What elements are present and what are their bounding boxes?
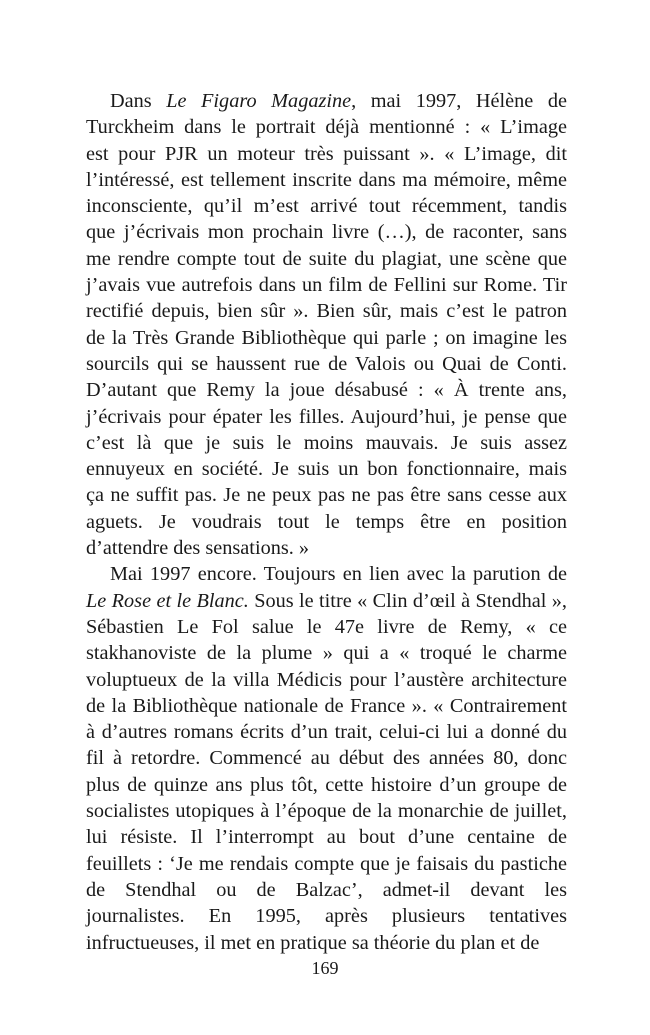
text-line: [86, 745, 567, 771]
text-run: c’est là que je suis le moins mauvais. Je suis assez: [86, 431, 567, 454]
text-run: Mai 1997 encore. Toujours en lien avec la parution de: [110, 563, 567, 586]
text-run: feuillets : ‘Je me rendais compte que je faisais du pastiche: [86, 852, 567, 875]
text-line: [86, 719, 567, 745]
text-line: [86, 851, 567, 877]
text-line: [86, 404, 567, 430]
text-run: sourcils qui se haussent rue de Valois ou Quai de Conti.: [86, 352, 567, 375]
text-line: [86, 114, 567, 140]
text-run: infructueuses, il met en pratique sa théorie du plan et de: [86, 931, 540, 954]
body-text: [86, 88, 567, 956]
text-run: lui résiste. Il l’interrompt au bout d’une centaine de: [86, 826, 567, 849]
page-number: 169: [311, 958, 339, 978]
text-line: [86, 772, 567, 798]
text-line: [86, 561, 567, 587]
text-run: stakhanoviste de la plume » qui a « troqué le charme: [86, 642, 567, 665]
text-run: j’avais vue autrefois dans un film de Fellini sur Rome. Tir: [86, 274, 567, 297]
text-line: [86, 482, 567, 508]
text-line: [86, 640, 567, 666]
text-run: me rendre compte tout de suite du plagiat, une scène que: [86, 247, 567, 270]
text-run: plus de quinze ans plus tôt, cette histoire d’un groupe de: [86, 773, 567, 796]
text-line: [86, 667, 567, 693]
text-run: ennuyeux en société. Je suis un bon fonctionnaire, mais: [86, 458, 567, 481]
text-line: [86, 377, 567, 403]
text-run: D’autant que Remy la joue désabusé : « À trente ans,: [86, 379, 567, 402]
text-run: aguets. Je voudrais tout le temps être en position: [86, 510, 567, 533]
text-run: Dans: [110, 90, 167, 112]
text-run: journalistes. En 1995, après plusieurs tentatives: [86, 905, 567, 928]
text-line: [86, 167, 567, 193]
text-run: de la Bibliothèque nationale de France ». « Contrairement: [86, 694, 567, 717]
text-line: [86, 903, 567, 929]
text-line: [86, 930, 567, 956]
text-line: [86, 430, 567, 456]
text-run: à d’autres romans écrits d’un trait, celui-ci lui a donné du: [86, 721, 567, 744]
text-run: de Stendhal ou de Balzac’, admet-il devant les: [86, 878, 567, 901]
text-run: d’attendre des sensations. »: [86, 537, 310, 560]
text-run: l’intéressé, est tellement inscrite dans ma mémoire, même: [86, 168, 567, 191]
text-line: [86, 193, 567, 219]
text-line: [86, 588, 567, 614]
text-run: que j’écrivais mon prochain livre (…), de raconter, sans: [86, 221, 567, 244]
text-line: [86, 509, 567, 535]
italic-title: Le Figaro Magazine: [166, 90, 352, 112]
text-run: j’écrivais pour épater les filles. Aujourd’hui, je pense que: [86, 405, 567, 428]
text-line: [86, 614, 567, 640]
text-run: Turckheim dans le portrait déjà mentionné : « L’image: [86, 116, 567, 139]
text-run: voluptueux de la villa Médicis pour l’austère architecture: [86, 668, 567, 691]
text-line: [86, 141, 567, 167]
text-line: [86, 219, 567, 245]
text-run: Sébastien Le Fol salue le 47e livre de Remy, « ce: [86, 615, 567, 638]
italic-title: Le Rose et le Blanc.: [86, 589, 249, 612]
text-line: [86, 246, 567, 272]
text-run: inconsciente, qu’il m’est arrivé tout récemment, tandis: [86, 195, 567, 218]
text-run: socialistes utopiques à l’époque de la monarchie de juillet,: [86, 800, 567, 823]
text-run: rectifié depuis, bien sûr ». Bien sûr, mais c’est le patron: [86, 300, 567, 323]
text-line: [86, 325, 567, 351]
text-line: [86, 298, 567, 324]
text-line: [86, 798, 567, 824]
text-run: de la Très Grande Bibliothèque qui parle ; on imagine les: [86, 326, 567, 349]
text-line: [86, 693, 567, 719]
text-line: [86, 272, 567, 298]
text-run: est pour PJR un moteur très puissant ». « L’image, dit: [86, 142, 567, 165]
text-run: , mai 1997, Hélène de: [351, 90, 567, 112]
text-run: Sous le titre « Clin d’œil à Stendhal »,: [248, 589, 567, 612]
text-run: ça ne suffit pas. Je ne peux pas ne pas être sans cesse aux: [86, 484, 567, 507]
text-line: [86, 88, 567, 114]
text-line: [86, 351, 567, 377]
text-run: fil à retordre. Commencé au début des années 80, donc: [86, 747, 567, 770]
text-line: [86, 535, 567, 561]
text-line: [86, 877, 567, 903]
text-line: [86, 456, 567, 482]
text-line: [86, 824, 567, 850]
